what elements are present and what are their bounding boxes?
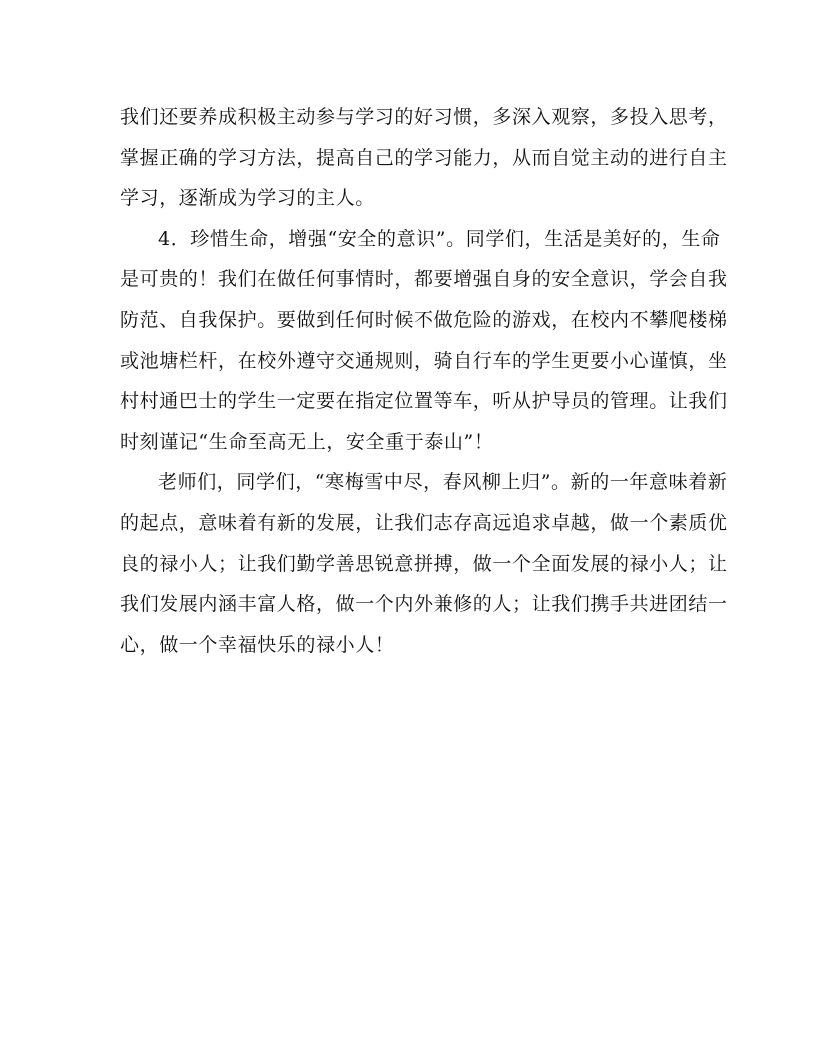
document-body <box>120 97 728 665</box>
text-line: 或池塘栏杆，在校外遵守交通规则，骑自行车的学生更要小心谨慎，坐 <box>120 349 728 372</box>
paragraph-closing <box>120 462 728 665</box>
text-line: 是可贵的！我们在做任何事情时，都要增强自身的安全意识，学会自我 <box>120 268 728 291</box>
text-line: 良的禄小人；让我们勤学善思锐意拼搏，做一个全面发展的禄小人；让 <box>120 552 728 575</box>
text-line: 防范、自我保护。要做到任何时候不做危险的游戏，在校内不攀爬楼梯 <box>120 308 728 331</box>
text-line: 老师们，同学们，“寒梅雪中尽，春风柳上归”。新的一年意味着新 <box>158 471 728 494</box>
text-line: 的起点，意味着有新的发展，让我们志存高远追求卓越，做一个素质优 <box>120 511 728 534</box>
text-line: 村村通巴士的学生一定要在指定位置等车，听从护导员的管理。让我们 <box>120 390 728 413</box>
text-line: 我们还要养成积极主动参与学习的好习惯，多深入观察，多投入思考， <box>120 106 728 128</box>
text-line: 心，做一个幸福快乐的禄小人！ <box>120 633 395 656</box>
text-line: 学习，逐渐成为学习的主人。 <box>120 187 375 210</box>
paragraph-learning-habits <box>120 97 728 219</box>
paragraph-safety-awareness <box>120 219 728 463</box>
text-line: 我们发展内涵丰富人格，做一个内外兼修的人；让我们携手共进团结一 <box>120 593 728 616</box>
text-line: 4．珍惜生命，增强“安全的意识”。同学们，生活是美好的，生命 <box>158 227 721 250</box>
text-line: 时刻谨记“生命至高无上，安全重于泰山”！ <box>120 430 494 453</box>
text-line: 掌握正确的学习方法，提高自己的学习能力，从而自觉主动的进行自主 <box>120 146 728 169</box>
